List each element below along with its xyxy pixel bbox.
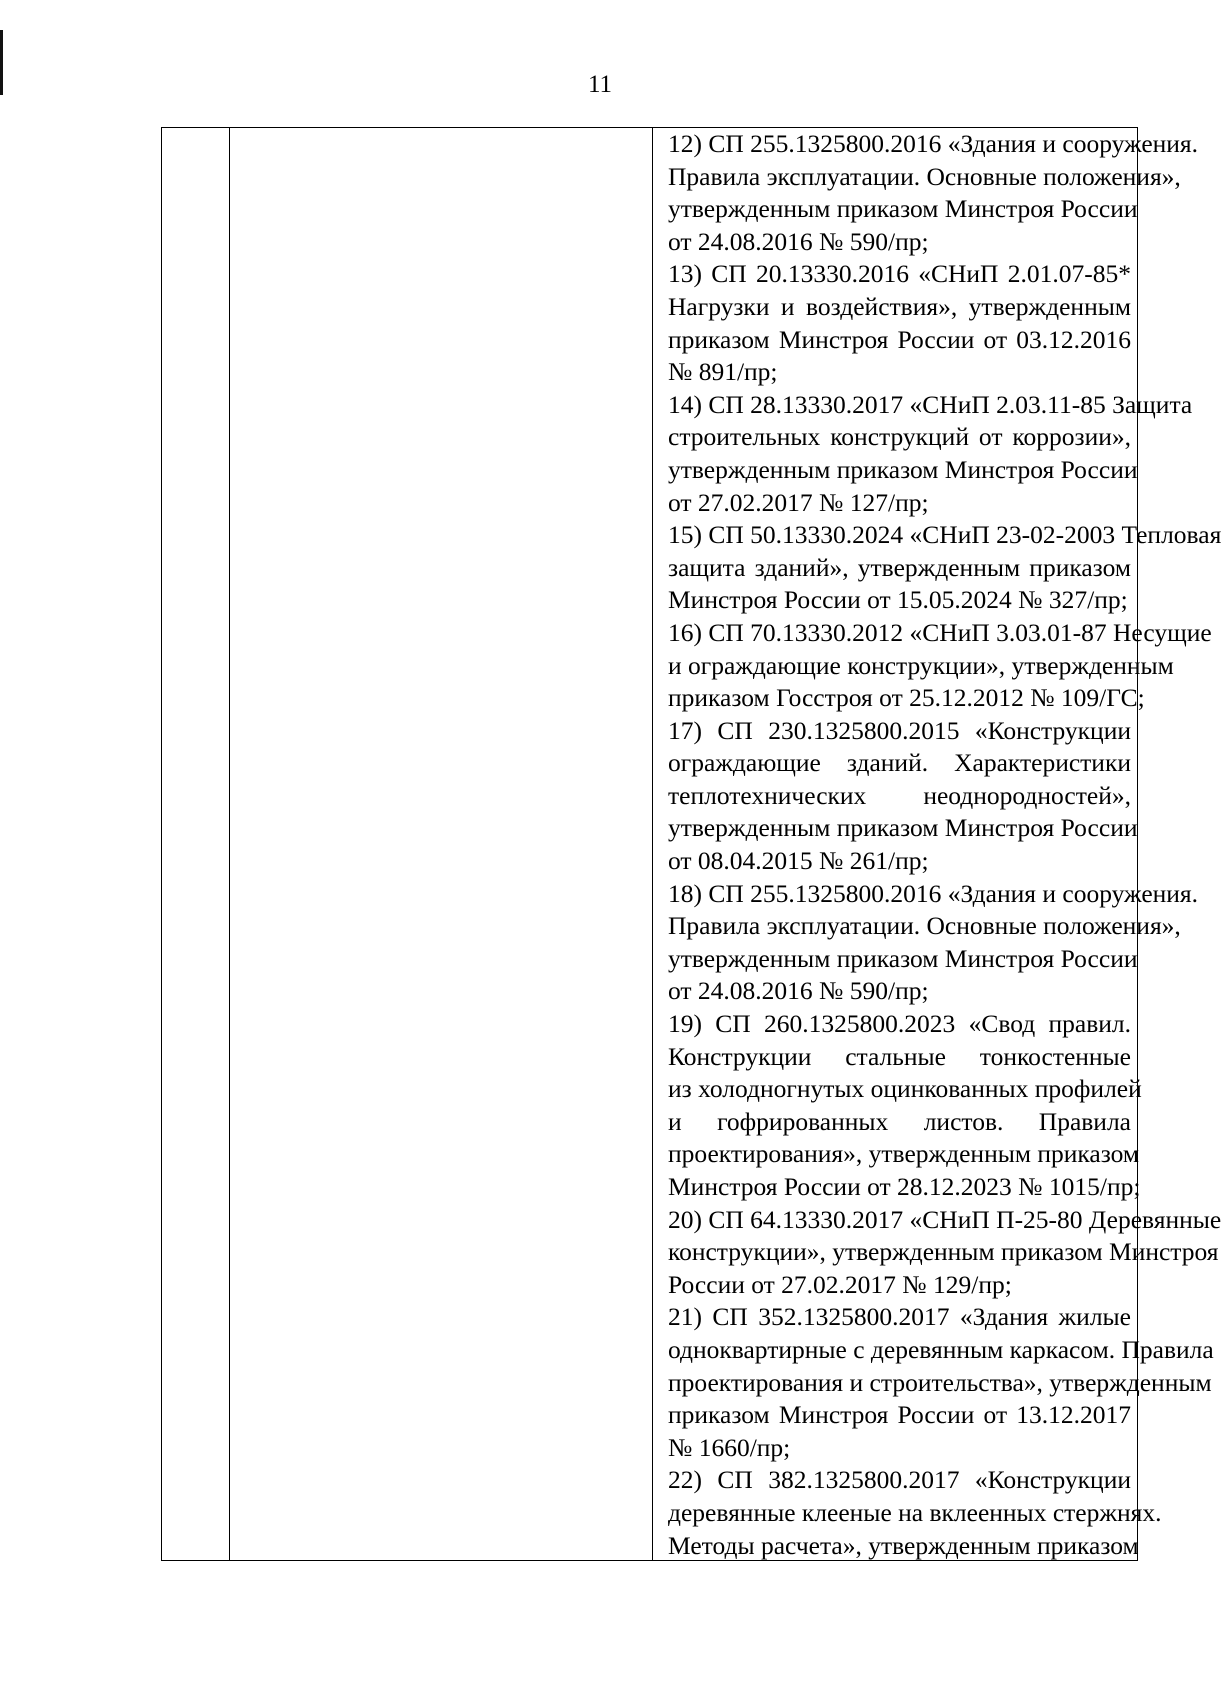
document-text-line: проектирования», утвержденным приказом	[668, 1139, 1140, 1169]
document-text-line: 16) СП 70.13330.2012 «СНиП 3.03.01-87 Несущие	[668, 617, 1212, 647]
document-text-line: конструкции», утвержденным приказом Минстроя	[668, 1237, 1219, 1267]
document-text-line: ограждающие зданий. Характеристики	[668, 748, 1131, 778]
document-text-line: приказом Госстроя от 25.12.2012 № 109/ГС;	[668, 683, 1145, 713]
document-text-line: 20) СП 64.13330.2017 «СНиП П-25-80 Деревянные	[668, 1204, 1221, 1234]
document-text-line: Методы расчета», утвержденным приказом	[668, 1530, 1139, 1560]
document-text-line: Конструкции стальные тонкостенные	[668, 1041, 1131, 1071]
document-text-line: одноквартирные с деревянным каркасом. Правила	[668, 1334, 1214, 1364]
document-text-line: России от 27.02.2017 № 129/пр;	[668, 1269, 1012, 1299]
document-text-line: утвержденным приказом Минстроя России	[668, 813, 1138, 843]
document-text-line: Нагрузки и воздействия», утвержденным	[668, 291, 1131, 321]
document-text-line: № 1660/пр;	[668, 1432, 791, 1462]
regulations-table	[161, 127, 1221, 1561]
document-text-line: приказом Минстроя России от 03.12.2016	[668, 324, 1131, 354]
document-text-line: от 24.08.2016 № 590/пр;	[668, 226, 929, 256]
document-text-line: из холодногнутых оцинкованных профилей	[668, 1074, 1142, 1104]
table-column-normative-documents	[653, 128, 1221, 1560]
document-text-line: 12) СП 255.1325800.2016 «Здания и сооружения.	[668, 129, 1199, 158]
document-text-line: 14) СП 28.13330.2017 «СНиП 2.03.11-85 Защита	[668, 389, 1193, 419]
document-text-line: строительных конструкций от коррозии»,	[668, 422, 1131, 452]
page-number: 11	[587, 71, 613, 98]
document-text-line: Правила эксплуатации. Основные положения»,	[668, 161, 1181, 191]
document-text-line: 13) СП 20.13330.2016 «СНиП 2.01.07-85*	[668, 259, 1131, 289]
document-text-line: и гофрированных листов. Правила	[668, 1106, 1131, 1136]
document-text-line: защита зданий», утвержденным приказом	[668, 552, 1131, 582]
table-column-description	[230, 128, 653, 1560]
document-text-line: теплотехнических неоднородностей»,	[668, 780, 1131, 810]
document-text-line: от 24.08.2016 № 590/пр;	[668, 976, 929, 1006]
document-text-line: приказом Минстроя России от 13.12.2017	[668, 1400, 1131, 1430]
document-text-line: 22) СП 382.1325800.2017 «Конструкции	[668, 1465, 1131, 1495]
document-text-line: 19) СП 260.1325800.2023 «Свод правил.	[668, 1009, 1131, 1039]
document-text-line: 18) СП 255.1325800.2016 «Здания и сооружения.	[668, 878, 1199, 908]
document-text-line: проектирования и строительства», утвержденным	[668, 1367, 1212, 1397]
document-text-line: от 27.02.2017 № 127/пр;	[668, 487, 929, 517]
document-text-line: 21) СП 352.1325800.2017 «Здания жилые	[668, 1302, 1131, 1332]
document-text-line: утвержденным приказом Минстроя России	[668, 943, 1138, 973]
document-text-line: Минстроя России от 28.12.2023 № 1015/пр;	[668, 1172, 1141, 1201]
document-text-line: Минстроя России от 15.05.2024 № 327/пр;	[668, 585, 1128, 615]
document-text-line: утвержденным приказом Минстроя России	[668, 194, 1138, 224]
document-text-line: от 08.04.2015 № 261/пр;	[668, 846, 929, 876]
document-text-line: Правила эксплуатации. Основные положения»,	[668, 911, 1181, 941]
table-column-number	[162, 128, 230, 1560]
document-text-line: 17) СП 230.1325800.2015 «Конструкции	[668, 715, 1131, 745]
document-text-line: утвержденным приказом Минстроя России	[668, 454, 1138, 484]
document-text-line: деревянные клееные на вклеенных стержнях.	[668, 1497, 1162, 1527]
document-text-line: 15) СП 50.13330.2024 «СНиП 23-02-2003 Тепловая	[668, 520, 1221, 550]
document-text-line: и ограждающие конструкции», утвержденным	[668, 650, 1174, 680]
document-text-line: № 891/пр;	[668, 357, 778, 387]
